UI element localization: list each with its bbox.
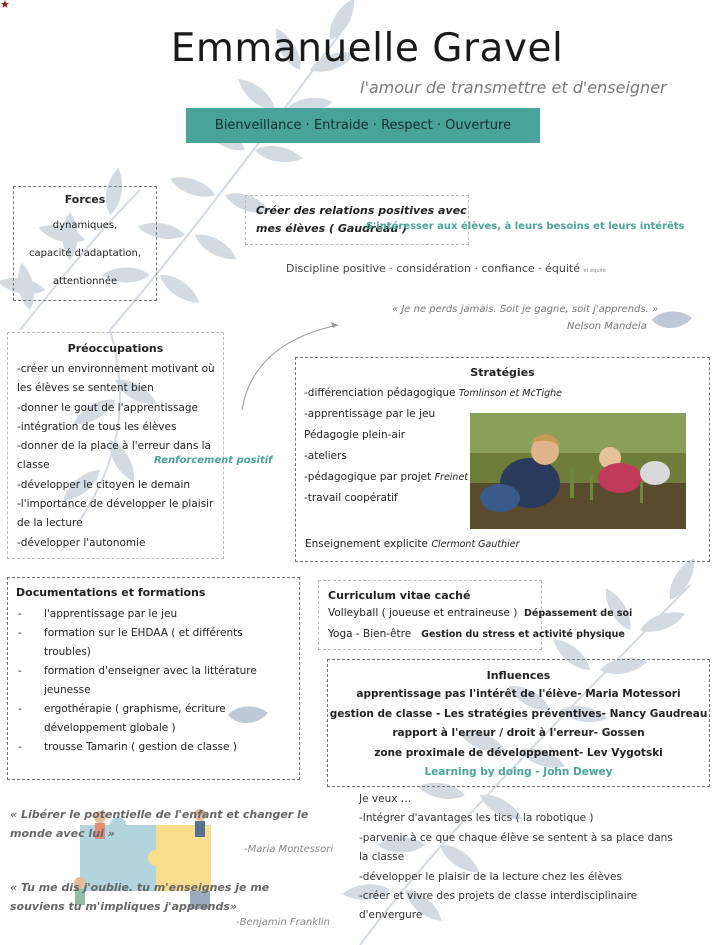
strategies-title: Stratégies: [470, 366, 535, 379]
list-item: gestion de classe - Les stratégies préventives- Nancy Gaudreau: [329, 707, 708, 720]
list-item: - ergothérapie ( graphisme, écriture développement globale ): [18, 703, 226, 734]
page-title: Emmanuelle Gravel: [170, 26, 564, 71]
quote-franklin: « Tu me dis j'oublie. tu m'enseignes je me souviens tu m'impliques j'apprends»: [10, 881, 270, 913]
list-item: -développer le plaisir de la lecture chez les élèves: [359, 870, 622, 883]
list-item: -développer l'autonomie: [17, 536, 146, 549]
discipline-text: Discipline positive · considération · confiance · équité: [286, 262, 580, 275]
list-item: d'envergure: [359, 909, 423, 922]
list-item: -pédagogique par projet Freinet: [304, 471, 469, 483]
curriculum-line: Volleyball ( joueuse et entraineuse ) Dépassement de soi: [328, 607, 633, 619]
list-item: -intégration de tous les élèves: [17, 420, 177, 433]
documentations-title: Documentations et formations: [16, 586, 206, 599]
list-item: - trousse Tamarin ( gestion de classe ): [18, 741, 237, 753]
list-item: rapport à l'erreur / droit à l'erreur- Gossen: [392, 727, 645, 739]
list-item: les élèves se sentent bien: [17, 382, 154, 395]
influences-title: Influences: [486, 669, 551, 682]
list-item: -différenciation pédagogique Tomlinson et McTighe: [304, 387, 563, 399]
list-item: -Intégrer d'avantages les tics ( la robotique ): [359, 812, 594, 825]
forces-title: Forces: [64, 193, 106, 206]
list-item: Pédagogie plein-air: [304, 429, 406, 441]
children-gardening-photo: [470, 413, 686, 529]
discipline-line: [286, 262, 606, 275]
documentations-list: [8, 605, 299, 757]
list-item: -donner de la place à l'erreur dans la: [17, 440, 211, 453]
page-subtitle: l'amour de transmettre et d'enseigner: [360, 78, 667, 97]
influences-list: [328, 685, 709, 783]
influences-box: [327, 659, 710, 787]
enseignement-explicite: Enseignement explicite Clermont Gauthier: [305, 538, 520, 550]
quote-montessori: « Libérer le potentielle de l'enfant et changer le monde avec lui »: [10, 808, 309, 840]
quote-mandela-author: Nelson Mandela: [567, 321, 647, 332]
curriculum-title: Curriculum vitae caché: [328, 589, 471, 602]
list-item: zone proximale de développement- Lev Vygotski: [374, 746, 663, 759]
list-item: Je veux …: [359, 793, 412, 805]
quote-mandela: « Je ne perds jamais. Soit je gagne, soit j'apprends. »: [392, 304, 659, 315]
list-item: -donner le gout de l'apprentissage: [17, 401, 198, 414]
je-veux-list: [359, 790, 673, 926]
list-item: classe: [17, 459, 50, 472]
list-item: -développer le citoyen le demain: [17, 478, 191, 491]
list-item: -travail coopératif: [304, 492, 398, 504]
list-item: Learning by doing - John Dewey: [424, 766, 613, 778]
relations-extra: S'intéresser aux élèves, à leurs besoins et leurs intérêts: [366, 221, 685, 232]
forces-item: dynamiques,: [52, 220, 118, 231]
preoccupations-title: Préoccupations: [67, 342, 164, 355]
forces-item: attentionnée: [52, 276, 118, 287]
values-text: Bienveillance · Entraide · Respect · Ouverture: [214, 118, 512, 133]
documentations-box: [7, 577, 300, 780]
list-item: - l'apprentissage par le jeu: [18, 608, 178, 620]
list-item: de la lecture: [17, 517, 83, 530]
list-item: -ateliers: [304, 450, 347, 462]
list-item: -créer un environnement motivant où: [17, 363, 215, 375]
values-banner: [186, 108, 540, 143]
list-item: -l'importance de développer le plaisir: [17, 498, 214, 511]
forces-box: [13, 186, 157, 301]
list-item: apprentissage pas l'intérêt de l'élève- Maria Motessori: [356, 688, 681, 700]
star-icon: ★: [0, 0, 10, 11]
list-item: - formation sur le EHDAA ( et différents troubles): [18, 627, 243, 658]
forces-item: capacité d'adaptation,: [28, 248, 142, 259]
renforcement-label: Renforcement positif: [154, 455, 273, 466]
quote-montessori-author: -Maria Montessori: [244, 844, 334, 855]
discipline-small: et équité: [583, 268, 606, 274]
list-item: -créer et vivre des projets de classe interdisciplinaire: [359, 890, 638, 903]
preoccupations-box: [7, 332, 224, 559]
list-item: - formation d'enseigner avec la littérature jeunesse: [18, 665, 257, 696]
forces-list: [14, 212, 156, 296]
list-item: la classe: [359, 851, 405, 864]
quote-franklin-author: -Benjamin Franklin: [236, 917, 330, 928]
list-item: -parvenir à ce que chaque élève se sentent à sa place dans: [359, 831, 673, 844]
list-item: -apprentissage par le jeu: [304, 408, 436, 420]
curriculum-line: Yoga - Bien-être Gestion du stress et activité physique: [328, 628, 625, 640]
relations-title: Créer des relations positives avec mes élèves ( Gaudreau ): [256, 204, 467, 235]
